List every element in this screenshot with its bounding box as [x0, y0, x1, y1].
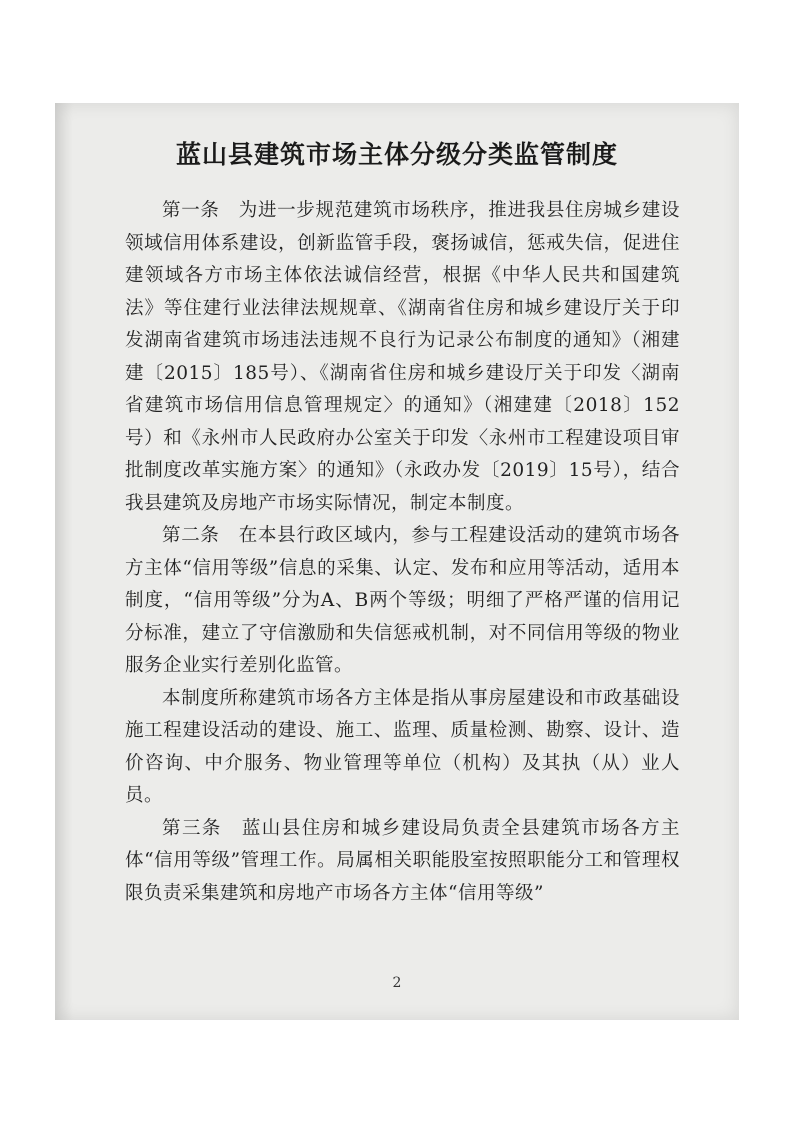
article-3-paragraph: 第三条 蓝山县住房和城乡建设局负责全县建筑市场各方主体“信用等级”管理工作。局属相关职能股室按照职能分工和管理权限负责采集建筑和房地产市场各方主体“信用等级”	[125, 817, 680, 904]
article-2-paragraph: 第二条 在本县行政区域内，参与工程建设活动的建筑市场各方主体“信用等级”信息的采集、认定、发布和应用等活动，适用本制度，“信用等级”分为A、B两个等级；明细了严格严谨的信用记分标准，建立了守信激励和失信惩戒机制，对不同信用等级的物业服务企业实行差别化监管。	[125, 525, 680, 676]
article-1-paragraph: 第一条 为进一步规范建筑市场秩序，推进我县住房城乡建设领域信用体系建设，创新监管手段，褒扬诚信，惩戒失信，促进住建领域各方市场主体依法诚信经营，根据《中华人民共和国建筑法》等住建行业法律法规规章、《湖南省住房和城乡建设厅关于印发湖南省建筑市场违法违规不良行为记录公布制度的通知》（湘建建〔2015〕185号）、《湖南省住房和城乡建设厅关于印发〈湖南省建筑市场信用信息管理规定〉的通知》（湘建建〔2018〕152号）和《永州市人民政府办公室关于印发〈永州市工程建设项目审批制度改革实施方案〉的通知》（永政办发〔2019〕15号），结合我县建筑及房地产市场实际情况，制定本制度。	[125, 200, 680, 514]
document-body	[125, 195, 680, 910]
document-title: 蓝山县建筑市场主体分级分类监管制度	[175, 140, 618, 169]
document-page	[55, 103, 739, 1020]
definition-paragraph: 本制度所称建筑市场各方主体是指从事房屋建设和市政基础设施工程建设活动的建设、施工、监理、质量检测、勘察、设计、造价咨询、中介服务、物业管理等单位（机构）及其执（从）业人员。	[125, 687, 680, 806]
page-fold-shadow	[55, 103, 73, 1020]
page-number: 2	[392, 975, 402, 991]
